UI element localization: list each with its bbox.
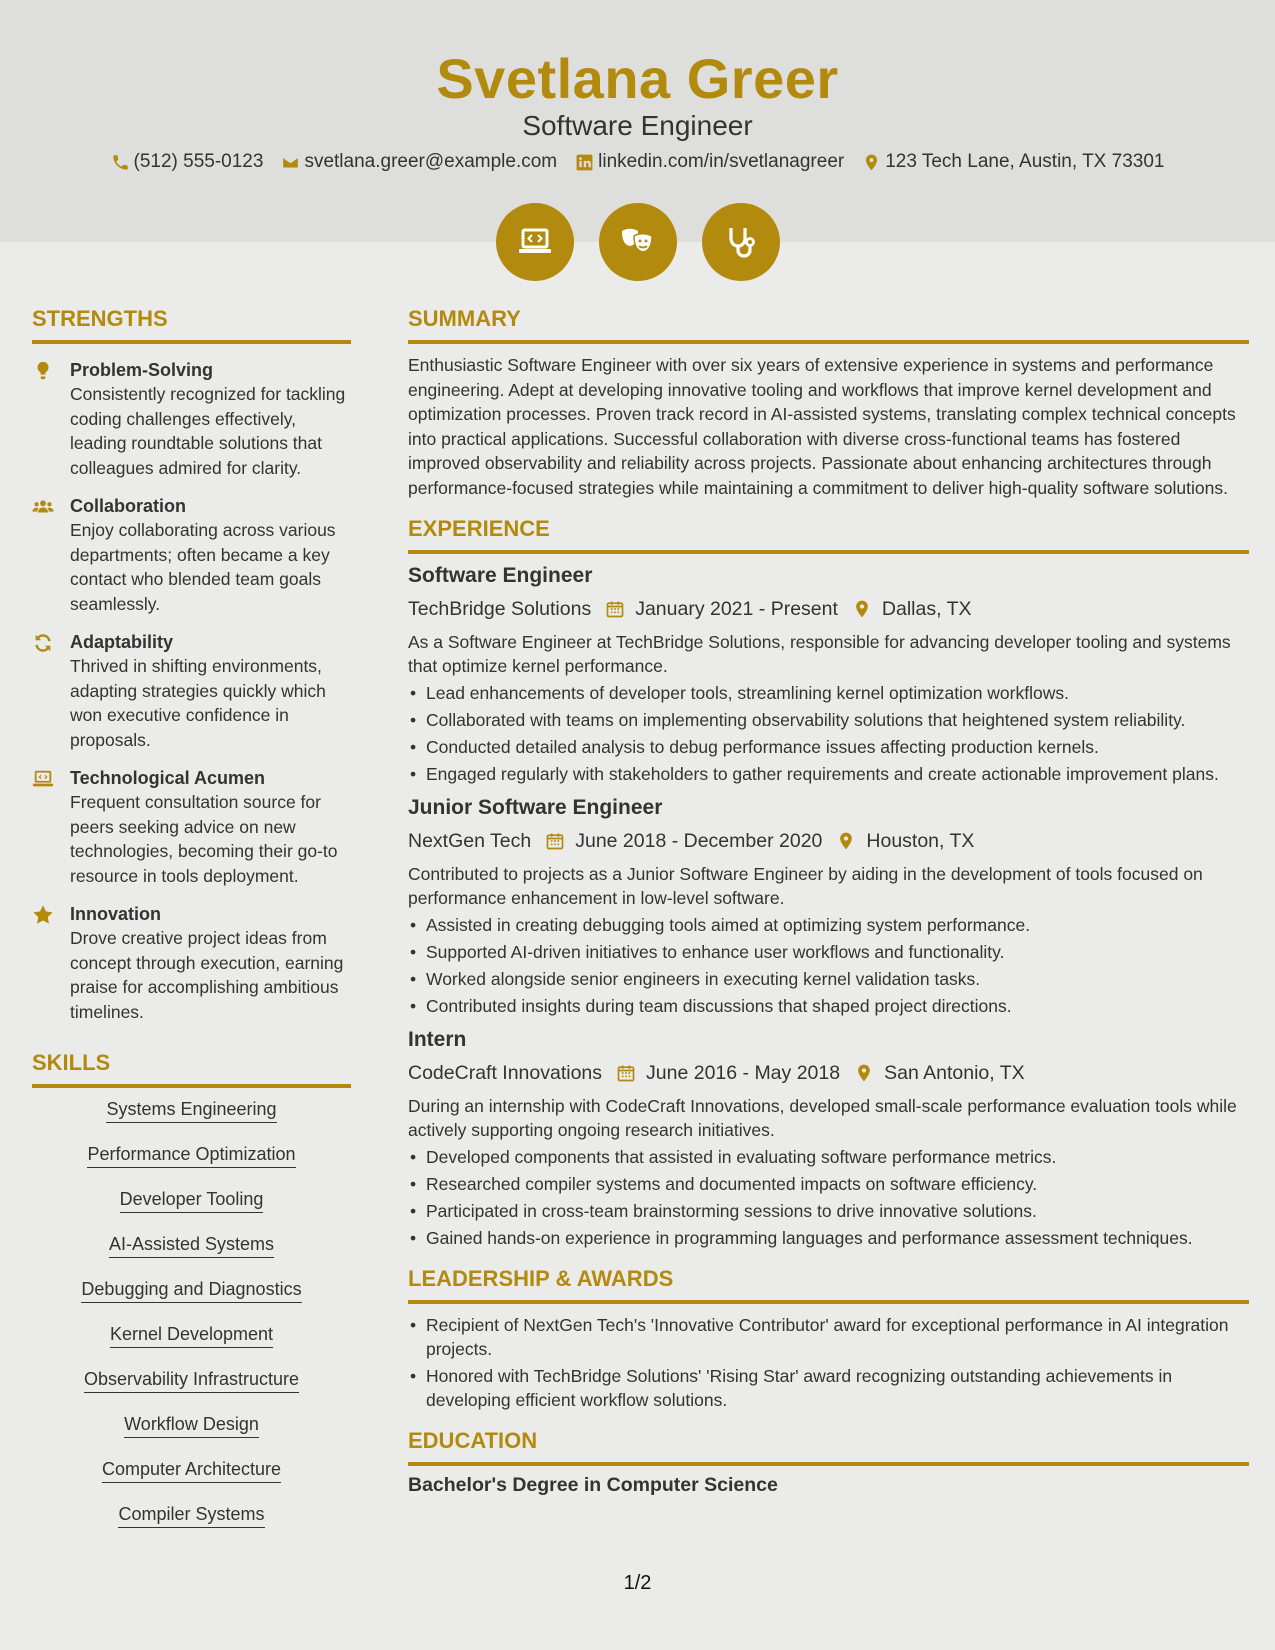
candidate-title: Software Engineer: [522, 110, 753, 141]
skill-item: Debugging and Diagnostics: [81, 1278, 301, 1303]
strength-title: Problem-Solving: [70, 360, 214, 380]
skill-item: Workflow Design: [124, 1413, 259, 1438]
strength-item: [32, 902, 351, 1024]
lightbulb-icon: [32, 360, 54, 382]
contact-linkedin[interactable]: [575, 151, 844, 173]
job-dates: June 2016 - May 2018: [646, 1061, 841, 1084]
job-dates: January 2021 - Present: [635, 597, 838, 620]
map-marker-icon: [836, 831, 856, 851]
strength-desc: Drove creative project ideas from concept through execution, earning praise for accomplishing ambitious timelines.: [70, 928, 344, 1022]
summary-heading: SUMMARY: [408, 306, 1249, 344]
bullet-item: • Worked alongside senior engineers in executing kernel validation tasks.: [408, 967, 1249, 991]
skill-item: Compiler Systems: [118, 1503, 264, 1528]
email-text[interactable]: svetlana.greer@example.com: [304, 151, 558, 172]
calendar-icon: [605, 599, 625, 619]
skill-item: Observability Infrastructure: [84, 1368, 299, 1393]
skill-item: Computer Architecture: [102, 1458, 281, 1483]
job-bullets: [408, 913, 1249, 1018]
job-bullets: [408, 1145, 1249, 1250]
job-desc: As a Software Engineer at TechBridge Solutions, responsible for advancing developer tooling and systems that optimize kernel performance.: [408, 632, 1231, 676]
laptop-icon: [32, 768, 54, 790]
awards-list: [408, 1313, 1249, 1412]
bullet-item: • Developed components that assisted in evaluating software performance metrics.: [408, 1145, 1249, 1169]
job-entry: [408, 794, 1249, 1018]
job-dates: June 2018 - December 2020: [575, 829, 823, 852]
strength-desc: Enjoy collaborating across various departments; often became a key contact who blended team goals seamlessly.: [70, 520, 336, 614]
bullet-item: • Contributed insights during team discussions that shaped project directions.: [408, 994, 1249, 1018]
award-item: • Recipient of NextGen Tech's 'Innovative Contributor' award for exceptional performance in AI integration projects.: [408, 1313, 1249, 1361]
contact-address: [862, 151, 1164, 173]
contact-bar: [0, 151, 1275, 173]
map-marker-icon: [852, 599, 872, 619]
bullet-item: • Researched compiler systems and documented impacts on software efficiency.: [408, 1172, 1249, 1196]
strength-item: [32, 766, 351, 888]
bullet-item: • Lead enhancements of developer tools, streamlining kernel optimization workflows.: [408, 681, 1249, 705]
laptop-code-icon: [515, 222, 555, 262]
job-location: San Antonio, TX: [884, 1061, 1025, 1084]
left-column: [32, 306, 351, 1548]
job-location: Dallas, TX: [881, 597, 972, 620]
job-company: TechBridge Solutions: [408, 597, 592, 620]
skill-item: AI-Assisted Systems: [109, 1233, 274, 1258]
bullet-item: • Gained hands-on experience in programming languages and performance assessment techniques.: [408, 1226, 1249, 1250]
bullet-item: • Engaged regularly with stakeholders to gather requirements and create actionable improvement plans.: [408, 762, 1249, 786]
theater-masks-icon: [618, 222, 658, 262]
envelope-icon: [281, 153, 300, 172]
job-entry: [408, 562, 1249, 786]
linkedin-text[interactable]: linkedin.com/in/svetlanagreer: [598, 151, 845, 172]
phone-icon: [111, 153, 130, 172]
interest-circle-medical: [702, 203, 780, 281]
calendar-icon: [545, 831, 565, 851]
summary-text: Enthusiastic Software Engineer with over six years of extensive experience in systems and performance engineering. Adept at developing innovative tooling and workflows that improve kernel development and optimization processes. Proven track record in AI-assisted systems, translating complex technical concepts into practical applications. Successful collaboration with diverse cross-functional teams has fostered improved observability and reliability across projects. Passionate about enhancing architectures through performance-focused strategies while maintaining a commitment to deliver high-quality software solutions.: [408, 355, 1236, 498]
job-meta: [408, 594, 1249, 624]
contact-phone: [111, 151, 264, 173]
skill-item: Systems Engineering: [106, 1098, 276, 1123]
job-meta: [408, 826, 1249, 856]
linkedin-icon: [575, 153, 594, 172]
strength-desc: Frequent consultation source for peers seeking advice on new technologies, becoming their go-to resource in tools deployment.: [70, 792, 338, 886]
interest-circle-coding: [496, 203, 574, 281]
users-icon: [32, 496, 54, 518]
job-role: Junior Software Engineer: [408, 796, 663, 819]
education-degree: Bachelor's Degree in Computer Science: [408, 1474, 778, 1496]
strength-desc: Thrived in shifting environments, adapting strategies quickly which won executive confidence in proposals.: [70, 656, 326, 750]
award-item: • Honored with TechBridge Solutions' 'Rising Star' award recognizing outstanding achievements in developing efficient workflow solutions.: [408, 1364, 1249, 1412]
strength-desc: Consistently recognized for tackling coding challenges effectively, leading roundtable solutions that colleagues admired for clarity.: [70, 384, 346, 478]
strength-item: [32, 630, 351, 752]
bullet-item: • Assisted in creating debugging tools aimed at optimizing system performance.: [408, 913, 1249, 937]
job-company: CodeCraft Innovations: [408, 1061, 603, 1084]
contact-email[interactable]: [281, 151, 557, 173]
address-text: 123 Tech Lane, Austin, TX 73301: [885, 151, 1165, 172]
skills-list: [32, 1098, 351, 1548]
phone-text: (512) 555-0123: [133, 151, 264, 172]
page-number: 1/2: [623, 1572, 652, 1594]
calendar-icon: [616, 1063, 636, 1083]
skill-item: Developer Tooling: [120, 1188, 264, 1213]
star-icon: [32, 904, 54, 926]
bullet-item: • Collaborated with teams on implementing observability solutions that heightened system reliability.: [408, 708, 1249, 732]
skills-heading: SKILLS: [32, 1050, 351, 1088]
strength-title: Adaptability: [70, 632, 174, 652]
sync-icon: [32, 632, 54, 654]
job-role: Software Engineer: [408, 564, 593, 587]
bullet-item: • Supported AI-driven initiatives to enhance user workflows and functionality.: [408, 940, 1249, 964]
strength-title: Technological Acumen: [70, 768, 266, 788]
job-company: NextGen Tech: [408, 829, 532, 852]
experience-heading: EXPERIENCE: [408, 516, 1249, 554]
job-role: Intern: [408, 1028, 467, 1051]
map-marker-icon: [854, 1063, 874, 1083]
skill-item: Performance Optimization: [87, 1143, 295, 1168]
strength-title: Innovation: [70, 904, 161, 924]
interest-circle-theater: [599, 203, 677, 281]
job-desc: During an internship with CodeCraft Innovations, developed small-scale performance evaluation tools while actively supporting ongoing research initiatives.: [408, 1096, 1237, 1140]
interest-icons: [0, 203, 1275, 281]
strengths-heading: STRENGTHS: [32, 306, 351, 344]
job-desc: Contributed to projects as a Junior Software Engineer by aiding in the development of tools focused on performance enhancement in low-level software.: [408, 864, 1203, 908]
candidate-name: Svetlana Greer: [436, 47, 839, 110]
bullet-item: • Conducted detailed analysis to debug performance issues affecting production kernels.: [408, 735, 1249, 759]
job-location: Houston, TX: [866, 829, 975, 852]
strength-item: [32, 358, 351, 480]
leadership-heading: LEADERSHIP & AWARDS: [408, 1266, 1249, 1304]
strength-item: [32, 494, 351, 616]
stethoscope-icon: [721, 222, 761, 262]
right-column: [408, 306, 1249, 1497]
job-entry: [408, 1026, 1249, 1250]
job-meta: [408, 1058, 1249, 1088]
map-marker-icon: [862, 153, 881, 172]
education-heading: EDUCATION: [408, 1428, 1249, 1466]
skill-item: Kernel Development: [110, 1323, 273, 1348]
bullet-item: • Participated in cross-team brainstorming sessions to drive innovative solutions.: [408, 1199, 1249, 1223]
strength-title: Collaboration: [70, 496, 186, 516]
job-bullets: [408, 681, 1249, 786]
